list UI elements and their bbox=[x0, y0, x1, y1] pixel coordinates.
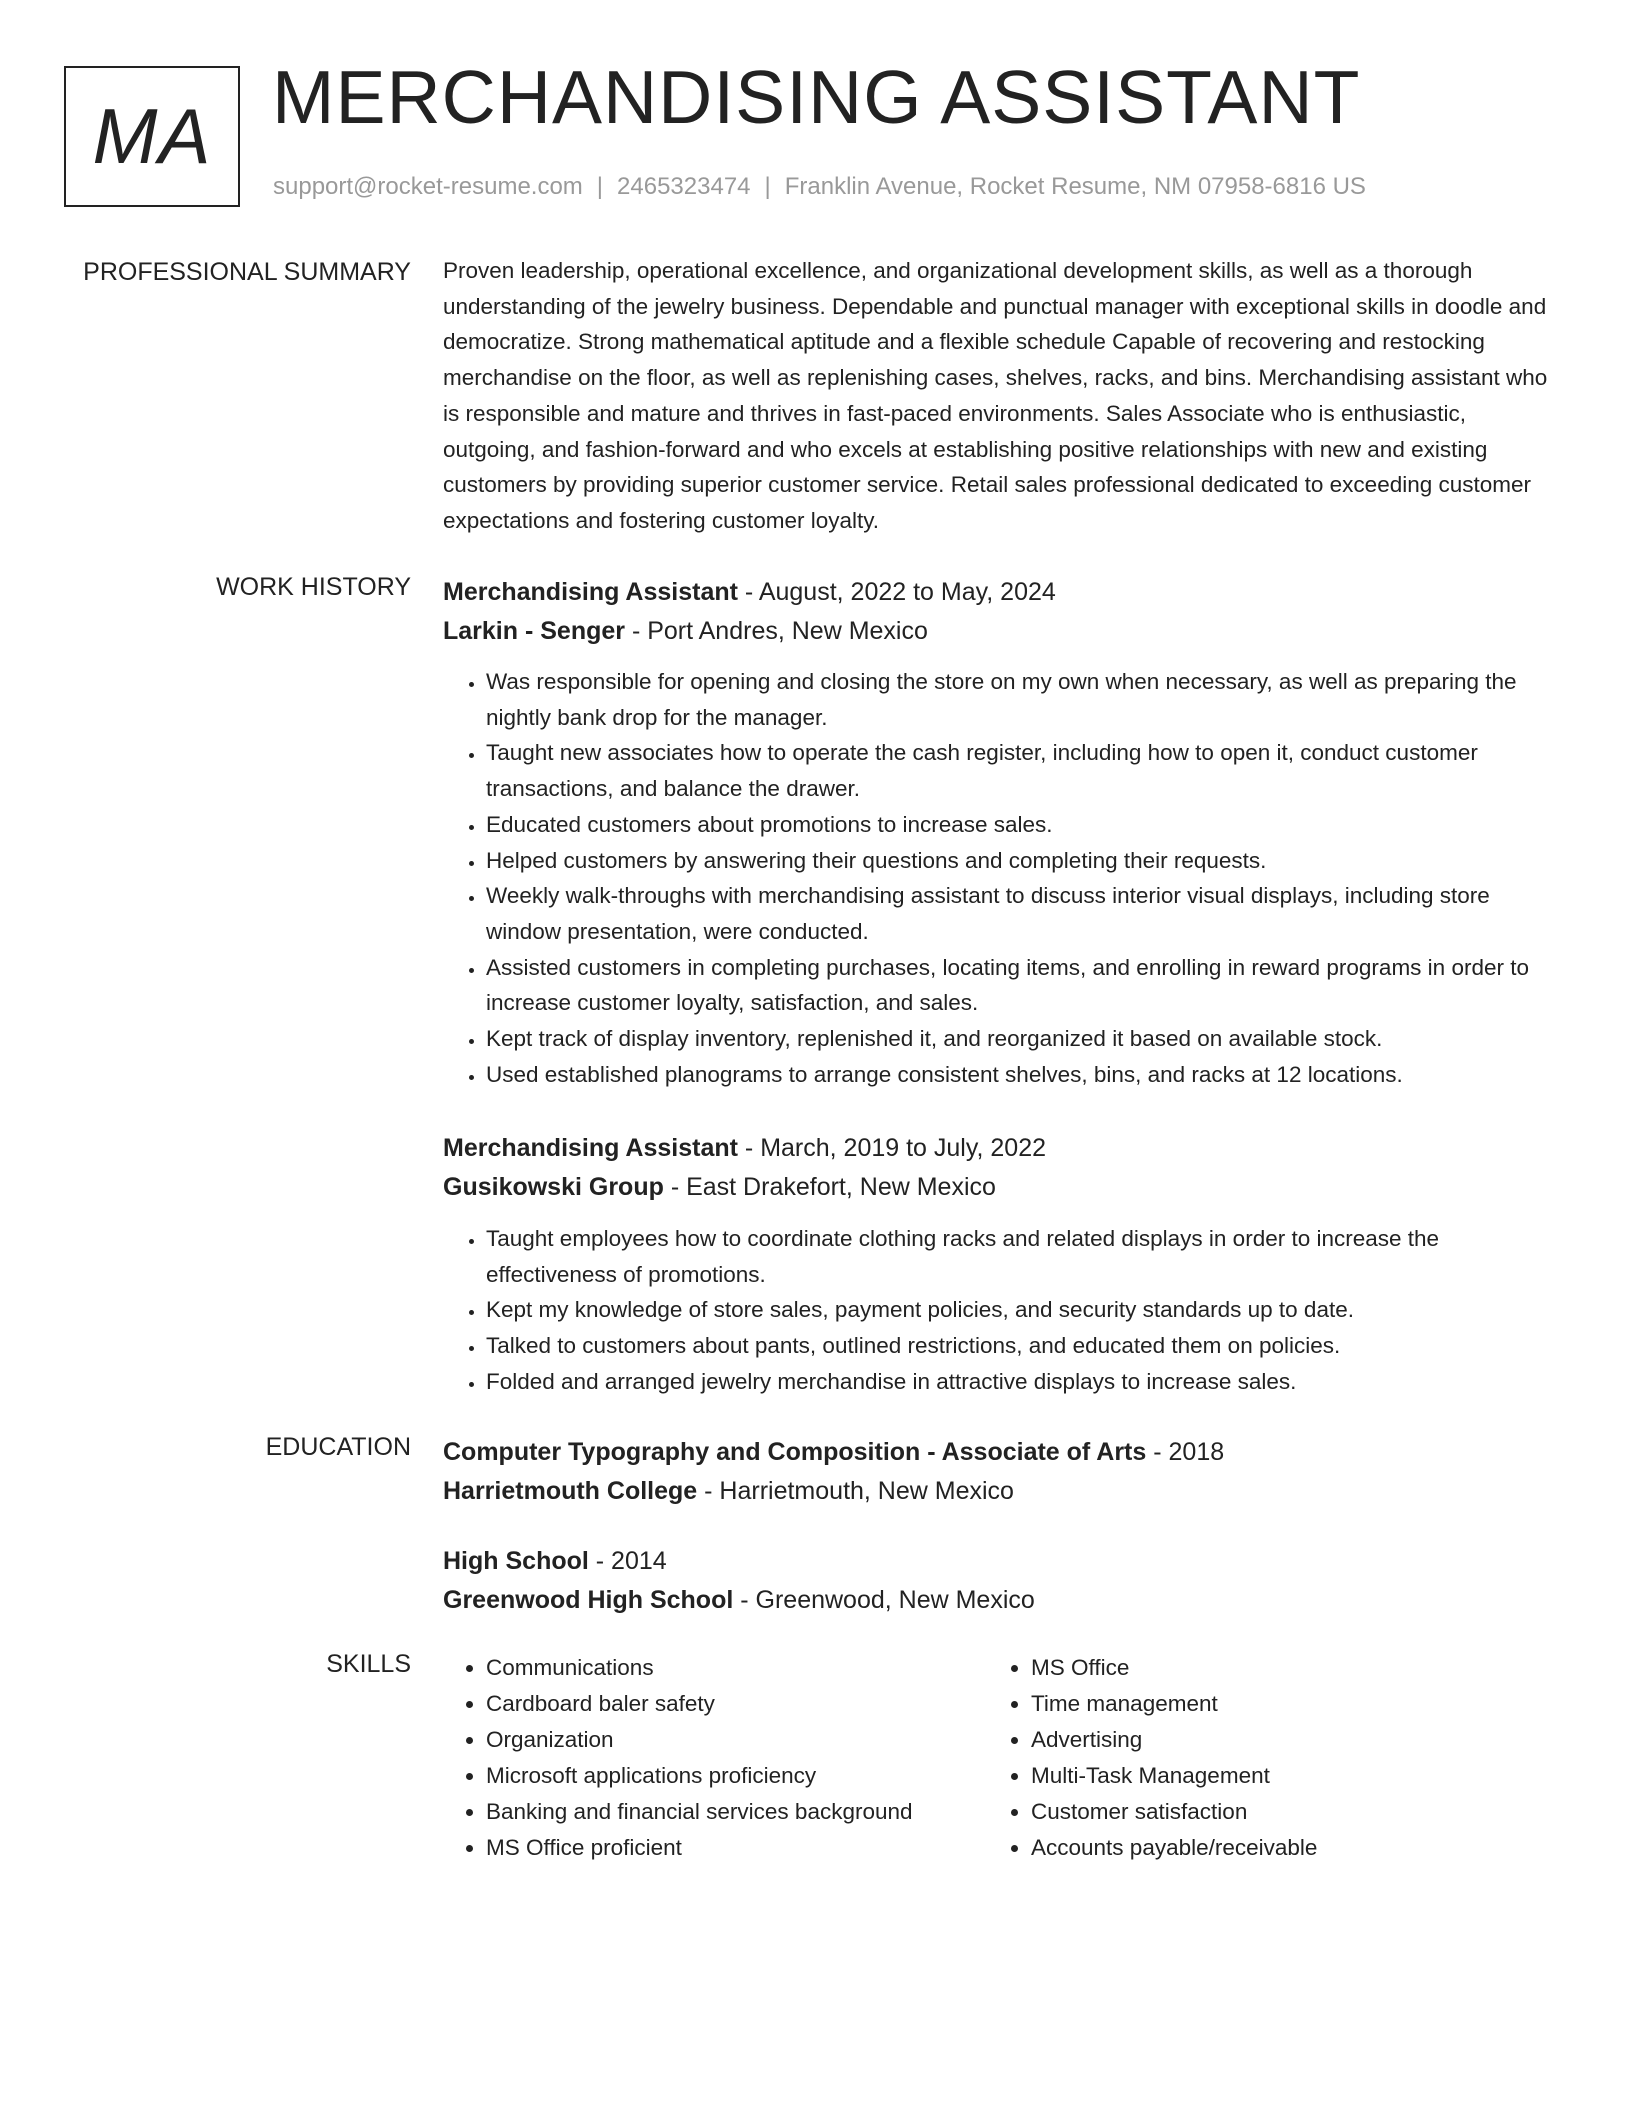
education-entry bbox=[443, 1433, 1553, 1511]
contact-email: support@rocket-resume.com bbox=[273, 173, 583, 200]
skill-item: • Banking and financial services background bbox=[486, 1794, 988, 1830]
job-dates: - August, 2022 to May, 2024 bbox=[737, 578, 1056, 606]
skill-item: • Microsoft applications proficiency bbox=[486, 1758, 988, 1794]
job-company: Larkin - Senger bbox=[443, 617, 625, 645]
job-duty: • Assisted customers in completing purchases, locating items, and enrolling in reward programs in order to increase customer loyalty, satisfaction, and sales. bbox=[486, 950, 1553, 1021]
education-degree-line bbox=[443, 1433, 1553, 1472]
skill-item: • Organization bbox=[486, 1722, 988, 1758]
job-company: Gusikowski Group bbox=[443, 1173, 664, 1201]
education-year: - 2018 bbox=[1146, 1438, 1225, 1466]
skills-list-right bbox=[988, 1650, 1551, 1866]
skills-columns bbox=[443, 1650, 1553, 1866]
skill-item: • Time management bbox=[1031, 1686, 1551, 1722]
section-heading-summary: PROFESSIONAL SUMMARY bbox=[83, 258, 411, 286]
job-duties-list bbox=[443, 1221, 1553, 1400]
job-duty: • Weekly walk-throughs with merchandising assistant to discuss interior visual displays, including store window presentation, were conducted. bbox=[486, 878, 1553, 949]
contact-address: Franklin Avenue, Rocket Resume, NM 07958-6816 US bbox=[784, 173, 1366, 200]
education-school: Harrietmouth College bbox=[443, 1477, 698, 1505]
section-heading-skills: SKILLS bbox=[326, 1650, 411, 1678]
contact-separator: | bbox=[596, 173, 604, 200]
education-degree: High School bbox=[443, 1547, 589, 1575]
monogram-initials: MA bbox=[92, 92, 212, 180]
education-school-line bbox=[443, 1472, 1553, 1511]
job-company-line bbox=[443, 1168, 1553, 1207]
job-duty: • Kept track of display inventory, replenished it, and reorganized it based on available stock. bbox=[486, 1021, 1553, 1057]
skill-item: • MS Office proficient bbox=[486, 1830, 988, 1866]
contact-separator: | bbox=[764, 173, 771, 200]
section-heading-education: EDUCATION bbox=[265, 1433, 411, 1461]
education-school: Greenwood High School bbox=[443, 1586, 734, 1614]
job-duty: • Was responsible for opening and closing the store on my own when necessary, as well as preparing the nightly bank drop for the manager. bbox=[486, 664, 1553, 735]
skills-list-left bbox=[443, 1650, 988, 1866]
monogram-box bbox=[64, 66, 240, 207]
job-duty: • Taught employees how to coordinate clothing racks and related displays in order to increase the effectiveness of promotions. bbox=[486, 1221, 1553, 1292]
job-company-line bbox=[443, 612, 1553, 651]
contact-phone: 2465323474 bbox=[617, 173, 751, 200]
skill-item: • Advertising bbox=[1031, 1722, 1551, 1758]
job-duty: • Taught new associates how to operate the cash register, including how to open it, conduct customer transactions, and balance the drawer. bbox=[486, 735, 1553, 806]
skill-item: • Communications bbox=[486, 1650, 988, 1686]
job-entry bbox=[443, 573, 1553, 1092]
job-duty: • Talked to customers about pants, outlined restrictions, and educated them on policies. bbox=[486, 1328, 1553, 1364]
resume-title: MERCHANDISING ASSISTANT bbox=[272, 55, 1361, 139]
education-degree: Computer Typography and Composition - Associate of Arts bbox=[443, 1438, 1147, 1466]
job-title-line bbox=[443, 573, 1553, 612]
contact-line bbox=[273, 173, 1366, 201]
skill-item: • MS Office bbox=[1031, 1650, 1551, 1686]
job-duty: • Folded and arranged jewelry merchandise in attractive displays to increase sales. bbox=[486, 1364, 1553, 1400]
skill-item: • Customer satisfaction bbox=[1031, 1794, 1551, 1830]
education-degree-line bbox=[443, 1542, 1553, 1581]
section-heading-work-history: WORK HISTORY bbox=[216, 573, 411, 601]
job-location: - Port Andres, New Mexico bbox=[625, 617, 928, 645]
skill-item: • Cardboard baler safety bbox=[486, 1686, 988, 1722]
job-duty: • Kept my knowledge of store sales, payment policies, and security standards up to date. bbox=[486, 1292, 1553, 1328]
job-title: Merchandising Assistant bbox=[443, 1134, 738, 1162]
job-duty: • Educated customers about promotions to increase sales. bbox=[486, 807, 1553, 843]
education-location: - Greenwood, New Mexico bbox=[733, 1586, 1035, 1614]
education-location: - Harrietmouth, New Mexico bbox=[697, 1477, 1014, 1505]
skill-item: • Multi-Task Management bbox=[1031, 1758, 1551, 1794]
education-year: - 2014 bbox=[588, 1547, 667, 1575]
education-entry bbox=[443, 1542, 1553, 1620]
job-duty: • Used established planograms to arrange consistent shelves, bins, and racks at 12 locations. bbox=[486, 1057, 1553, 1093]
summary-text: Proven leadership, operational excellence, and organizational development skills, as well as a thorough understanding of the jewelry business. Dependable and punctual manager with exceptional skills in doodle and democratize. Strong mathematical aptitude and a flexible schedule Capable of recovering and restocking merchandise on the floor, as well as replenishing cases, shelves, racks, and bins. Merchandising assistant who is responsible and mature and thrives in fast-paced environments. Sales Associate who is enthusiastic, outgoing, and fashion-forward and who excels at establishing positive relationships with new and existing customers by providing superior customer service. Retail sales professional dedicated to exceeding customer expectations and fostering customer loyalty. bbox=[443, 258, 1548, 533]
education-school-line bbox=[443, 1581, 1553, 1620]
job-dates: - March, 2019 to July, 2022 bbox=[737, 1134, 1047, 1162]
skill-item: • Accounts payable/receivable bbox=[1031, 1830, 1551, 1866]
job-title-line bbox=[443, 1129, 1553, 1168]
job-duties-list bbox=[443, 664, 1553, 1092]
job-duty: • Helped customers by answering their questions and completing their requests. bbox=[486, 843, 1553, 879]
job-location: - East Drakefort, New Mexico bbox=[663, 1173, 996, 1201]
job-entry bbox=[443, 1129, 1553, 1400]
job-title: Merchandising Assistant bbox=[443, 578, 738, 606]
